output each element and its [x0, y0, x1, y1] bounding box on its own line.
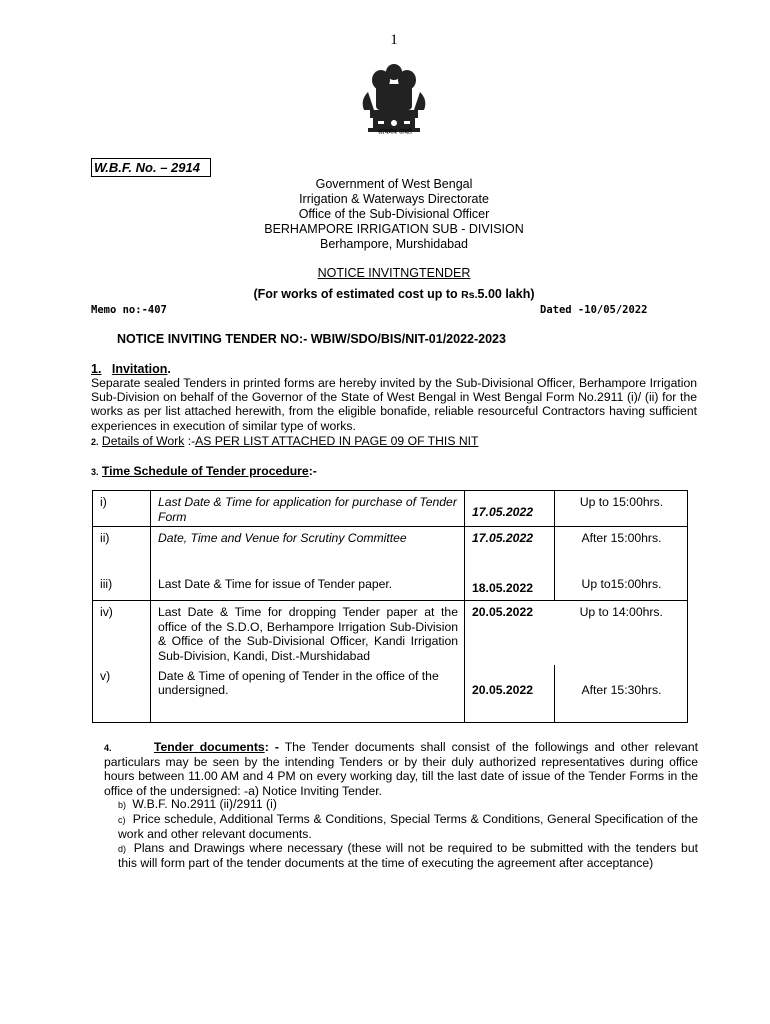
table-row: [93, 601, 688, 665]
row-description: Date, Time and Venue for Scrutiny Committee: [151, 527, 465, 573]
table-row: [93, 573, 688, 601]
table-row: [93, 527, 688, 573]
section-4-num: 4.: [104, 743, 112, 753]
section-1-dot: .: [167, 362, 171, 376]
table-row: [93, 491, 688, 527]
cost-line-suffix: 5.00 lakh): [477, 287, 535, 301]
nit-number: NOTICE INVITING TENDER NO:- WBIW/SDO/BIS/NIT-01/2022-2023: [117, 332, 506, 346]
row-date: 17.05.2022: [465, 527, 555, 573]
section-2-sep: :-: [184, 434, 196, 448]
row-number: iv): [93, 601, 151, 665]
row-time: After 15:30hrs.: [555, 665, 688, 723]
list-item-text: W.B.F. No.2911 (ii)/2911 (i): [132, 797, 277, 811]
header-line-subdivision: BERHAMPORE IRRIGATION SUB - DIVISION: [264, 222, 524, 236]
section-3-num: 3.: [91, 467, 99, 477]
row-number: iii): [93, 573, 151, 601]
emblem-motto: सत्यमेव जयते: [377, 129, 413, 136]
row-number: i): [93, 491, 151, 527]
cost-line-rs: Rs.: [461, 289, 478, 301]
row-date: 20.05.2022: [465, 601, 555, 665]
row-time: Up to 15:00hrs.: [555, 491, 688, 527]
list-item: [118, 841, 698, 870]
row-description: Last Date & Time for application for purchase of Tender Form: [151, 491, 465, 527]
section-2-num: 2.: [91, 437, 99, 447]
cost-line: [0, 287, 770, 303]
section-2: [91, 434, 478, 449]
section-3-sep: :-: [308, 464, 317, 478]
row-description: Last Date & Time for dropping Tender paper at the office of the S.D.O, Berhampore Irrigation Sub-Division & Office of the Sub-Divisional Officer, Kandi Irrigation Sub-Division, Kandi, Dist.-Murshidabad: [151, 601, 465, 665]
row-number: ii): [93, 527, 151, 573]
header-line-place: Berhampore, Murshidabad: [320, 237, 468, 251]
table-row: [93, 665, 688, 723]
row-time: Up to15:00hrs.: [555, 573, 688, 601]
section-3-title: Time Schedule of Tender procedure: [101, 464, 309, 478]
section-2-title: Details of Work: [101, 434, 185, 448]
header-line-office: Office of the Sub-Divisional Officer: [298, 207, 490, 221]
list-item: [118, 797, 698, 812]
row-description: Date & Time of opening of Tender in the office of the undersigned.: [151, 665, 465, 723]
list-item: [118, 812, 698, 841]
row-date: 17.05.2022: [465, 491, 555, 527]
section-4-body: The Tender documents shall consist of the followings and other relevant particulars may be seen by the intending Tenders or by their duly authorized representatives during office hours between 11.00 AM and 4 PM on every working day, till the last date of issue of the Tender Forms in the office of the undersigned: -a) Notice Inviting Tender.: [104, 740, 699, 798]
notice-title-text: NOTICE INVITNGTENDER: [317, 266, 471, 280]
section-1-num: 1.: [91, 362, 102, 376]
section-2-value: AS PER LIST ATTACHED IN PAGE 09 OF THIS NIT: [195, 434, 479, 448]
page-number: 1: [390, 32, 398, 48]
row-time: Up to 14:00hrs.: [555, 601, 688, 665]
row-description: Last Date & Time for issue of Tender paper.: [151, 573, 465, 601]
row-number: v): [93, 665, 151, 723]
list-item-text: Price schedule, Additional Terms & Conditions, Special Terms & Conditions, General Specification of the work and other relevant documents.: [118, 812, 699, 842]
header-line-directorate: Irrigation & Waterways Directorate: [299, 192, 489, 206]
time-schedule-table: [92, 490, 688, 723]
row-time: After 15:00hrs.: [555, 527, 688, 573]
section-4: [104, 740, 698, 798]
section-4-sep: : -: [264, 740, 279, 754]
section-4-title: Tender documents: [153, 740, 265, 754]
cost-line-prefix: (For works of estimated cost up to: [253, 287, 462, 301]
section-3: [91, 464, 317, 478]
section-1-title: Invitation: [111, 362, 168, 376]
header-line-govt: Government of West Bengal: [315, 177, 473, 191]
list-item-mark: c): [118, 815, 126, 825]
section-1-body: Separate sealed Tenders in printed forms are hereby invited by the Sub-Divisional Officer, Berhampore Irrigation Sub-Division on behalf of the Governor of the State of West Bengal in West Bengal Form No.2911 (i)/ (ii) for the works as per list attached herewith, from the eligible bonafide, reliable resourceful Contractors having sufficient experiences in execution of similar type of works.: [91, 376, 697, 433]
list-item-mark: b): [118, 800, 127, 810]
notice-title: [0, 266, 770, 281]
list-item-mark: d): [118, 844, 127, 854]
section-1-heading: [91, 362, 171, 376]
form-number: W.B.F. No. – 2914: [91, 158, 211, 177]
memo-date: Dated -10/05/2022: [540, 304, 648, 316]
row-date: 18.05.2022: [465, 573, 555, 601]
memo-number: Memo no:-407: [91, 304, 167, 316]
list-item-text: Plans and Drawings where necessary (these will not be required to be submitted with the tenders but this will form part of the tender documents at the time of executing the agreement after acceptance): [118, 841, 698, 871]
row-date: 20.05.2022: [465, 665, 555, 723]
